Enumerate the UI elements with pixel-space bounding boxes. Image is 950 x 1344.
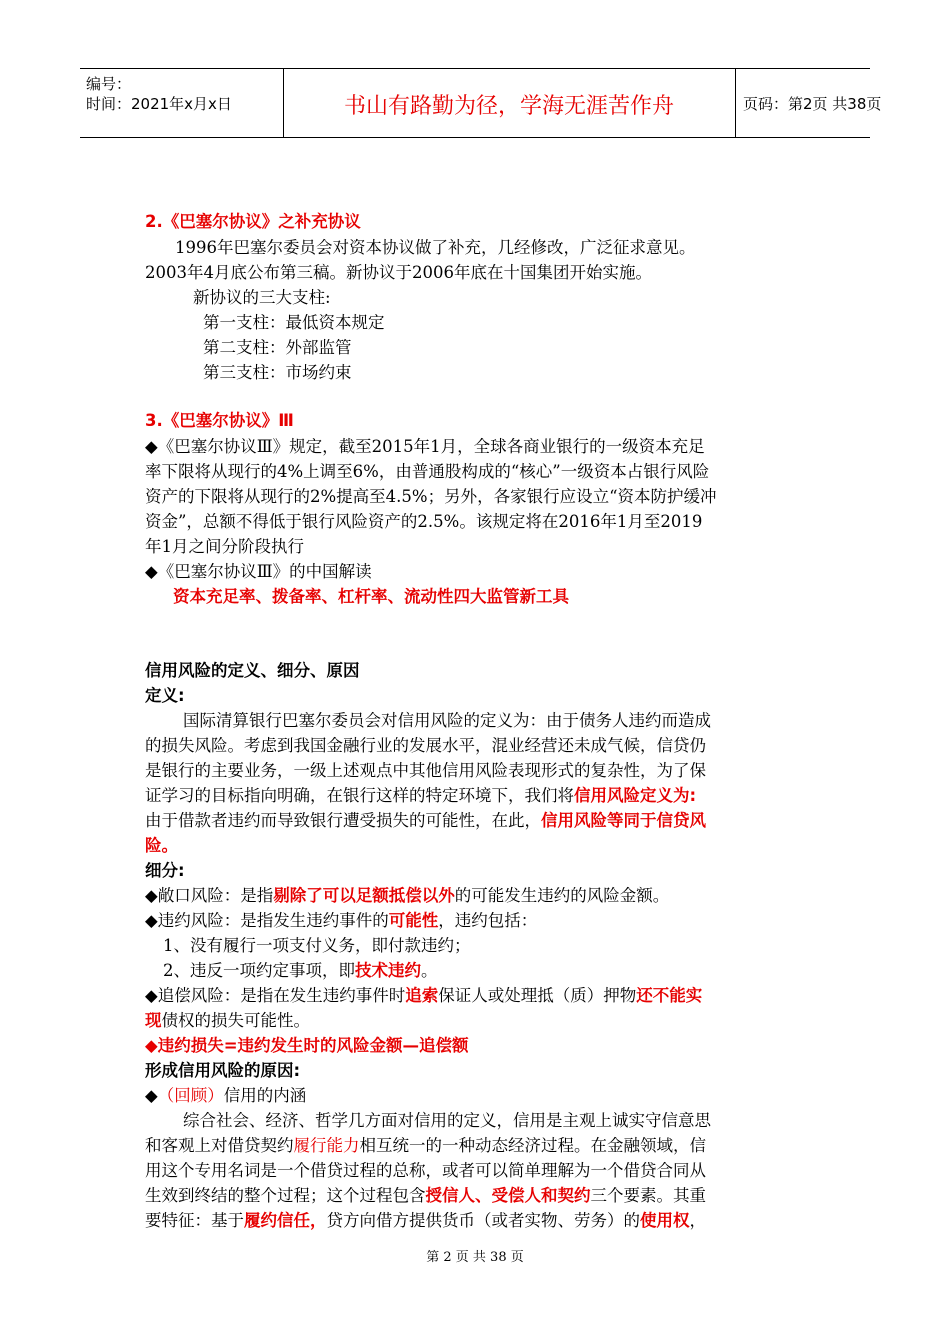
section3-para-line: ◆《巴塞尔协议Ⅲ》规定，截至2015年1月，全球各商业银行的一级资本充足 xyxy=(145,437,705,456)
pillar-item: 第一支柱：最低资本规定 xyxy=(203,313,385,332)
credit-para-line: 综合社会、经济、哲学几方面对信用的定义，信用是主观上诚实守信意思 xyxy=(183,1111,711,1130)
default-risk: ◆违约风险：是指发生违约事件的可能性，违约包括： xyxy=(145,911,538,930)
page-header xyxy=(80,68,882,138)
page-label: 页码：第2页 共38页 xyxy=(743,95,882,113)
header-left-cell xyxy=(80,69,284,137)
pillar-item: 第二支柱：外部监管 xyxy=(203,338,352,357)
section3-para-line: 资产的下限将从现行的2%提高至4.5%；另外，各家银行应设立“资本防护缓冲 xyxy=(145,487,717,506)
recovery-risk: ◆追偿风险：是指在发生违约事件时追索保证人或处理抵（质）押物还不能实 xyxy=(145,986,703,1005)
time-label: 时间：2021年x月x日 xyxy=(86,95,232,113)
pillar-item: 第三支柱：市场约束 xyxy=(203,363,352,382)
page-footer: 第 2 页 共 38 页 xyxy=(426,1250,524,1265)
section3-para-line: 资金”，总额不得低于银行风险资产的2.5%。该规定将在2016年1月至2019 xyxy=(145,512,703,531)
review-heading: ◆（回顾）信用的内涵 xyxy=(145,1086,307,1105)
section2-title: 2.《巴塞尔协议》之补充协议 xyxy=(145,212,361,231)
definition-label: 定义: xyxy=(145,686,185,705)
section3-para-line: 率下限将从现行的4%上调至6%，由普通股构成的“核心”一级资本占银行风险 xyxy=(145,462,710,481)
header-right-cell xyxy=(735,69,882,137)
section3-title: 3.《巴塞尔协议》Ⅲ xyxy=(145,411,294,430)
exposure-risk: ◆敞口风险：是指剔除了可以足额抵偿以外的可能发生违约的风险金额。 xyxy=(145,886,670,905)
number-label: 编号： xyxy=(86,75,132,93)
credit-para-line: 用这个专用名词是一个借贷过程的总称，或者可以简单理解为一个借贷合同从 xyxy=(145,1161,706,1180)
section2-para-line: 1996年巴塞尔委员会对资本协议做了补充，几经修改，广泛征求意见。 xyxy=(175,238,696,257)
credit-para-line: 生效到终结的整个过程；这个过程包含授信人、受偿人和契约三个要素。其重 xyxy=(145,1186,706,1205)
credit-risk-title: 信用风险的定义、细分、原因 xyxy=(145,661,360,680)
cause-label: 形成信用风险的原因: xyxy=(145,1061,301,1080)
header-middle-cell xyxy=(283,69,736,137)
default-item: 1、没有履行一项支付义务，即付款违约； xyxy=(163,936,471,955)
definition-line: 险。 xyxy=(145,836,178,855)
pillars-intro: 新协议的三大支柱: xyxy=(193,288,331,307)
section3-para-line: 年1月之间分阶段执行 xyxy=(145,537,304,556)
credit-para-line: 和客观上对借贷契约履行能力相互统一的一种动态经济过程。在金融领域，信 xyxy=(145,1136,706,1155)
loss-formula: ◆违约损失=违约发生时的风险金额—追偿额 xyxy=(145,1036,469,1055)
subdivision-label: 细分: xyxy=(145,861,185,880)
header-motto: 书山有路勤为径，学海无涯苦作舟 xyxy=(343,94,674,119)
recovery-risk: 现债权的损失可能性。 xyxy=(145,1011,310,1030)
china-reading: ◆《巴塞尔协议Ⅲ》的中国解读 xyxy=(145,562,372,581)
definition-line: 是银行的主要业务，一级上述观点中其他信用风险表现形式的复杂性，为了保 xyxy=(145,761,706,780)
default-item: 2、违反一项约定事项，即技术违约。 xyxy=(163,961,438,980)
credit-para-line: 要特征：基于履约信任，贷方向借方提供货币（或者实物、劳务）的使用权， xyxy=(145,1211,706,1230)
four-tools: 资本充足率、拨备率、杠杆率、流动性四大监管新工具 xyxy=(173,587,569,606)
section2-para-line: 2003年4月底公布第三稿。新协议于2006年底在十国集团开始实施。 xyxy=(145,263,652,282)
definition-line: 的损失风险。考虑到我国金融行业的发展水平，混业经营还未成气候，信贷仍 xyxy=(145,736,706,755)
definition-line: 由于借款者违约而导致银行遭受损失的可能性，在此，信用风险等同于信贷风 xyxy=(145,811,706,830)
definition-line: 国际清算银行巴塞尔委员会对信用风险的定义为：由于债务人违约而造成 xyxy=(183,711,711,730)
definition-line: 证学习的目标指向明确，在银行这样的特定环境下，我们将信用风险定义为: xyxy=(145,786,697,805)
